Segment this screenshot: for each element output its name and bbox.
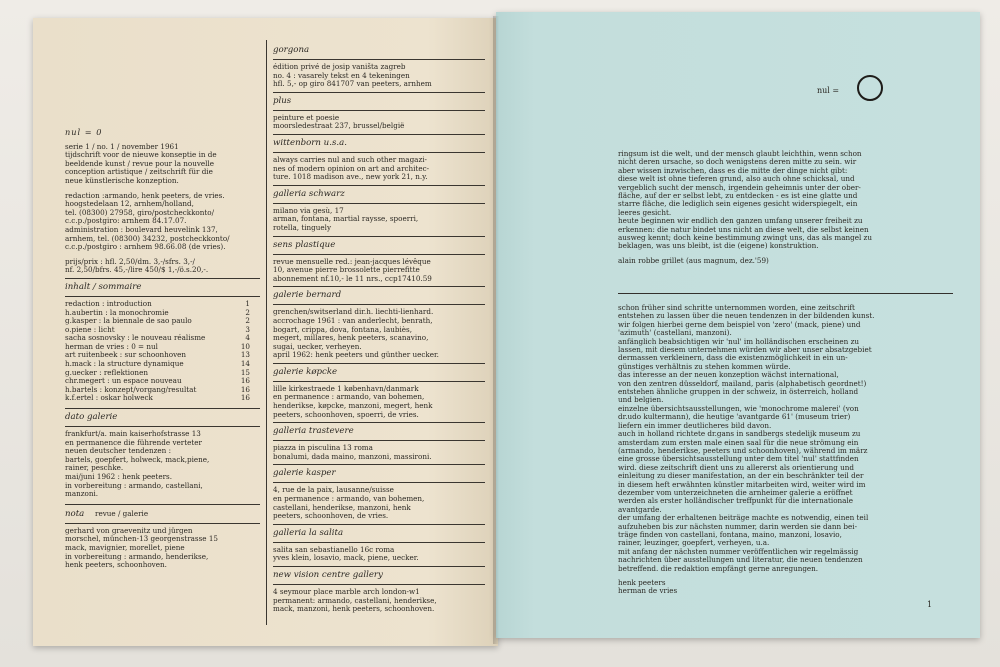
text-line: auch in holland richtete dr.gans in sandbergs stedelijk museum zu (618, 429, 861, 439)
text-line: amsterdam zum ersten male einen saal für die neue strömung ein (618, 437, 859, 447)
toc-item: herman de vries : 0 = nul (65, 341, 158, 351)
toc-item: h.aubertin : la monochromie (65, 307, 169, 317)
text-line: günstiges verhältnis zu stehen kommen würde. (618, 361, 791, 371)
text-line: starre fläche, die lediglich sein eigenes gesicht widerspiegelt, ein (618, 199, 858, 209)
nota-subtitle: revue / galerie (95, 508, 149, 518)
toc-row (65, 394, 260, 403)
binding-spine (493, 16, 499, 644)
text-line: 'azimuth' (castellani, manzoni). (618, 328, 732, 338)
toc-page: 10 (240, 341, 250, 351)
gallery-line: lille kirkestraede 1 københavn/danmark (273, 383, 419, 393)
text-line: c.c.p./postgiro: arnhem 84.17.07. (65, 216, 187, 226)
text-line: träge finden von castellani, fontana, maino, manzoni, losavio, (618, 529, 842, 539)
divider (273, 134, 485, 135)
text-line: herman de vries (618, 586, 678, 596)
toc-item: h.bartels : konzept/vorgang/resultat (65, 384, 197, 394)
divider (273, 254, 485, 255)
divider (273, 524, 485, 525)
nul-label: nul = (817, 86, 840, 95)
text-line: hoogstedelaan 12, arnhem/holland, (65, 199, 194, 209)
text-line: tijdschrift voor de nieuwe konseptie in de (65, 150, 217, 160)
text-line: von den zentren düsseldorf, mailand, paris (alphabetisch geordnet!) (618, 378, 867, 388)
text-line: avantgarde. (618, 504, 662, 514)
dato-galerie-text (65, 430, 260, 499)
text-line: das interesse an der neuen konzeption wächst international, (618, 370, 839, 380)
divider (273, 286, 485, 287)
text-line: dermassen verkleinern, dass die existenzmöglichkeit in ein un- (618, 353, 848, 363)
text-line: gerhard von graevenitz und jürgen (65, 525, 193, 535)
text-line: beeldende kunst / revue pour la nouvelle (65, 158, 215, 168)
divider (273, 381, 485, 382)
divider (273, 304, 485, 305)
gallery-line: bogart, crippa, dova, fontana, laubiès, (273, 324, 412, 334)
divider (618, 293, 953, 294)
gallery-line: en permanence : armando, van bohemen, (273, 494, 425, 504)
toc-page: 14 (240, 359, 250, 369)
divider (65, 426, 260, 427)
text-line: entstehen zu lassen über die neuen tendenzen in der bildenden kunst. (618, 311, 875, 321)
left-column (65, 128, 260, 570)
toc-item: redaction : introduction (65, 298, 152, 308)
divider (273, 584, 485, 585)
toc-item: sacha sosnovsky : le nouveau réalisme (65, 333, 206, 343)
toc-page: 16 (240, 393, 250, 403)
divider (273, 566, 485, 567)
gallery-line: moorsledestraat 237, brussel/belgië (273, 121, 405, 131)
editorial-text (618, 304, 948, 596)
gallery-line: revue mensuelle red.: jean-jacques lévêque (273, 256, 431, 266)
gallery-line: peinture et poesie (273, 112, 340, 122)
gallery-line: salita san sebastianello 16c roma (273, 544, 395, 554)
text-line: der umfang der erhaltenen beiträge machte es notwendig, einen teil (618, 513, 869, 523)
gallery-line: yves klein, losavio, mack, piene, uecker. (273, 553, 419, 563)
gallery-name: wittenborn u.s.a. (273, 137, 347, 148)
text-line: dezember vom unterzeichneten die arnheimer galerie a eröffnet (618, 487, 853, 497)
text-line: prijs/prix : hfl. 2,50/dm. 3,-/sfrs. 3,-/ (65, 256, 195, 266)
text-line: in vorbereitung : armando, castellani, (65, 480, 203, 490)
text-line: betreffend. die redaktion empfängt gerne anregungen. (618, 563, 819, 573)
toc-item: chr.megert : un espace nouveau (65, 376, 182, 386)
divider (273, 110, 485, 111)
text-line: eine grosse übersichtsausstellung unter dem titel 'nul' stattfinden (618, 454, 859, 464)
toc-item: g.uecker : reflektionen (65, 367, 148, 377)
text-line: ringsum ist die welt, und der mensch glaubt leichthin, wenn schon (618, 149, 862, 158)
text-line: morschel, münchen-13 georgenstrasse 15 (65, 534, 218, 544)
toc-item: g.kasper : la biennale de sao paulo (65, 316, 192, 326)
gallery-line: édition privé de josip vaništa zagreb (273, 62, 406, 71)
gallery-line: megert, millares, henk peeters, scanavino, (273, 333, 429, 343)
toc-page: 15 (240, 367, 250, 377)
text-line: anfänglich beabsichtigen wir 'nul' im holländischen erscheinen zu (618, 336, 860, 346)
gallery-name: galerie kasper (273, 468, 336, 479)
toc-title: inhalt / sommaire (65, 281, 142, 292)
divider (273, 203, 485, 204)
divider (273, 482, 485, 483)
text-line: frankfurt/a. main kaiserhofstrasse 13 (65, 429, 201, 439)
text-line: wir folgen hierbei gerne dem beispiel von 'zero' (mack, piene) und (618, 319, 861, 329)
toc-page: 16 (240, 384, 250, 394)
text-line: nachrichten über ausstellungen und literatur, die neuen tendenzen (618, 555, 863, 565)
gallery-name: galleria schwarz (273, 188, 345, 199)
text-line: rainer, peschke. (65, 463, 124, 473)
text-line: aber wissen inzwischen, dass es die mitte der dinge nicht gibt: (618, 165, 848, 175)
text-line: in diesem heft erwähnten künstler mitarbeiten wird, weiter wird im (618, 479, 866, 489)
text-line: mit anfang der nächsten nummer veröffentlichen wir regelmässig (618, 546, 859, 556)
gallery-line: peeters, schoonhoven, spoerri, de vries. (273, 409, 419, 419)
text-line: henk peeters, schoonhoven. (65, 560, 167, 570)
text-line: diese welt ist ohne tieferen grund, also auch ohne schicksal, und (618, 174, 855, 184)
gallery-line: ture. 1018 madison ave., new york 21, n.y. (273, 172, 428, 182)
toc-page: 2 (245, 316, 250, 326)
gallery-line: permanent: armando, castellani, henderikse, (273, 595, 437, 605)
column-divider (266, 40, 267, 625)
text-line: vergeblich sucht der mensch, irgendein geheimnis unter der ober- (618, 182, 861, 192)
text-line: erkennen: die natur bindet uns nicht an diese welt, die selbst keinen (618, 224, 869, 234)
gallery-line: 10, avenue pierre brossolette pierrefitte (273, 265, 420, 275)
divider (273, 185, 485, 186)
gallery-name: galerie bernard (273, 290, 342, 301)
gallery-line: piazza in pisculina 13 roma (273, 443, 373, 453)
divider (273, 152, 485, 153)
gallery-line: no. 4 : vasarely tekst en 4 tekeningen (273, 70, 410, 80)
toc-item: h.mack : la structure dynamique (65, 359, 184, 369)
toc-item: art ruitenbeek : sur schoonhoven (65, 350, 187, 360)
divider (273, 92, 485, 93)
text-line: in vorbereitung : armando, henderikse, (65, 551, 209, 561)
toc-page: 2 (245, 307, 250, 317)
text-line: wird. diese zeitschrift dient uns zu allererst als orientierung und (618, 462, 854, 472)
text-line: einleitung zu dieser manifestation, an der ein beschränkter teil der (618, 471, 864, 481)
text-line: dr.udo kultermann), die heutige 'avantgarde 61' (museum trier) (618, 412, 851, 422)
divider (273, 440, 485, 441)
gallery-name: galleria la salita (273, 527, 344, 538)
text-line: neue künstlerische konzeption. (65, 175, 179, 185)
divider (273, 236, 485, 237)
text-line: neuen deutscher tendenzen : (65, 446, 171, 456)
divider (273, 464, 485, 465)
page-number: 1 (927, 600, 933, 609)
nota-title: nota (65, 508, 85, 519)
divider (273, 59, 485, 60)
text-line: aufzuheben bis zur nächsten nummer, darin werden sie dann bei- (618, 521, 858, 531)
gallery-line: mack, manzoni, henk peeters, schoonhoven. (273, 604, 435, 614)
text-line: c.c.p./postgiro : arnhem 98.66.08 (de vries). (65, 242, 226, 252)
text-line: arnhem, tel. (08300) 34232, postcheckkonto/ (65, 233, 230, 243)
text-line: heute beginnen wir endlich den ganzen umfang unserer freiheit zu (618, 216, 863, 226)
gallery-name: gorgona (273, 45, 310, 55)
text-line: einzelne übersichtsausstellungen, wie 'monochrome malerei' (von (618, 403, 859, 413)
colophon (65, 143, 260, 275)
toc-page: 3 (245, 324, 250, 334)
masthead: nul = 0 (65, 127, 103, 137)
text-line: rainer, leuzinger, goepfert, verheyen, u.a. (618, 538, 770, 548)
text-line: ausweg kennt; doch keine bestimmung zwingt uns, das als mangel zu (618, 233, 872, 243)
toc-item: o.piene : licht (65, 324, 115, 334)
text-line: manzoni. (65, 489, 99, 499)
gallery-line: nes of modern opinion on art and architec- (273, 163, 430, 173)
text-line: henk peeters (618, 578, 666, 587)
gallery-name: galleria trastevere (273, 426, 354, 437)
text-line: alain robbe grillet (aus magnum, dez.'59) (618, 255, 769, 265)
text-line: bartels, goepfert, holweck, mack,piene, (65, 454, 210, 464)
text-line: mack, mavignier, morellet, piene (65, 542, 185, 552)
text-line: (armando, henderikse, peeters und schoonhoven), während im märz (618, 445, 868, 455)
gallery-line: henderikse, køpcke, manzoni, megert, henk (273, 401, 433, 411)
text-line: serie 1 / no. 1 / november 1961 (65, 141, 179, 151)
table-of-contents (65, 300, 260, 403)
gallery-line: bonalumi, dada maino, manzoni, massironi. (273, 451, 432, 461)
toc-page: 4 (245, 333, 250, 343)
divider (65, 296, 260, 297)
nota-text (65, 527, 260, 570)
gallery-line: accrochage 1961 : van anderlecht, benrath, (273, 315, 433, 325)
divider (65, 278, 260, 279)
gallery-line: peeters, schoonhoven, de vries. (273, 511, 389, 521)
text-line: und belgien. (618, 395, 664, 405)
gallery-line: always carries nul and such other magazi- (273, 154, 427, 164)
text-line: mai/juni 1962 : henk peeters. (65, 472, 172, 481)
galleries-column (273, 43, 485, 614)
robbe-grillet-quote (618, 150, 948, 265)
text-line: en permanence die führende verteter (65, 437, 202, 447)
text-line: leeres gesicht. (618, 207, 672, 217)
divider (65, 504, 260, 505)
gallery-line: milano via gesù, 17 (273, 205, 344, 215)
gallery-line: rotella, tinguely (273, 222, 332, 232)
text-line: redaction :armando, henk peeters, de vries. (65, 190, 225, 200)
gallery-line: 4, rue de la paix, lausanne/suisse (273, 485, 394, 495)
text-line: administration : boulevard heuvelink 137, (65, 224, 218, 234)
gallery-line: sugai, uecker, verheyen. (273, 341, 362, 351)
text-line: schon früher sind schritte unternommen worden, eine zeitschrift (618, 303, 855, 312)
gallery-name: sens plastique (273, 239, 336, 250)
text-line: entstehen ähnliche gruppen in der schweiz, in österreich, holland (618, 387, 859, 397)
gallery-line: en permanence : armando, van bohemen, (273, 392, 425, 402)
gallery-line: 4 seymour place marble arch london-w1 (273, 587, 420, 596)
zero-circle-icon (857, 75, 883, 101)
text-line: liefern ein immer deutlicheres bild davon. (618, 420, 772, 430)
divider (65, 523, 260, 524)
dato-title: dato galerie (65, 412, 118, 423)
gallery-line: hfl. 5,- op giro 841707 van peeters, arnhem (273, 79, 432, 89)
divider (273, 422, 485, 423)
gallery-line: april 1962: henk peeters und günther uecker. (273, 350, 439, 360)
gallery-line: arman, fontana, martial raysse, spoerri, (273, 214, 419, 224)
gallery-line: grenchen/switserland dir.h. liechti-lienhard. (273, 307, 434, 317)
text-line: fläche, auf der er selbst lebt, zu entdecken - es ist eine glatte und (618, 191, 858, 201)
text-line: beklagen, was uns bleibt, ist die (eigene) konstruktion. (618, 241, 819, 251)
divider (273, 363, 485, 364)
nota-heading (65, 508, 260, 520)
text-line: werden als erster holländischer treffpunkt für die internationale (618, 496, 854, 506)
text-line: lassen, mit diesem unternehmen würden wir aber unser absatzgebiet (618, 345, 872, 355)
toc-page: 1 (245, 298, 250, 308)
gallery-name: galerie køpcke (273, 366, 338, 377)
gallery-name: new vision centre gallery (273, 570, 383, 580)
toc-item: k.f.ertel : oskar holweck (65, 393, 153, 403)
divider (65, 408, 260, 409)
divider (273, 542, 485, 543)
toc-page: 13 (240, 350, 250, 360)
toc-page: 16 (240, 376, 250, 386)
gallery-name: plus (273, 95, 292, 106)
text-line: nf. 2,50/bfrs. 45,-/lire 450/$ 1,-/ö.s.20,-. (65, 265, 209, 275)
text-line: tel. (08300) 27958, giro/postcheckkonto/ (65, 207, 215, 217)
gallery-line: castellani, henderikse, manzoni, henk (273, 502, 411, 512)
text-line: nicht deren ursache, so doch wenigstens deren mitte zu sein. wir (618, 157, 857, 167)
text-line: conception artistique / zeitschrift für die (65, 167, 213, 177)
gallery-line: abonnement nf.10,- le 11 nrs., ccp17410.59 (273, 273, 432, 283)
